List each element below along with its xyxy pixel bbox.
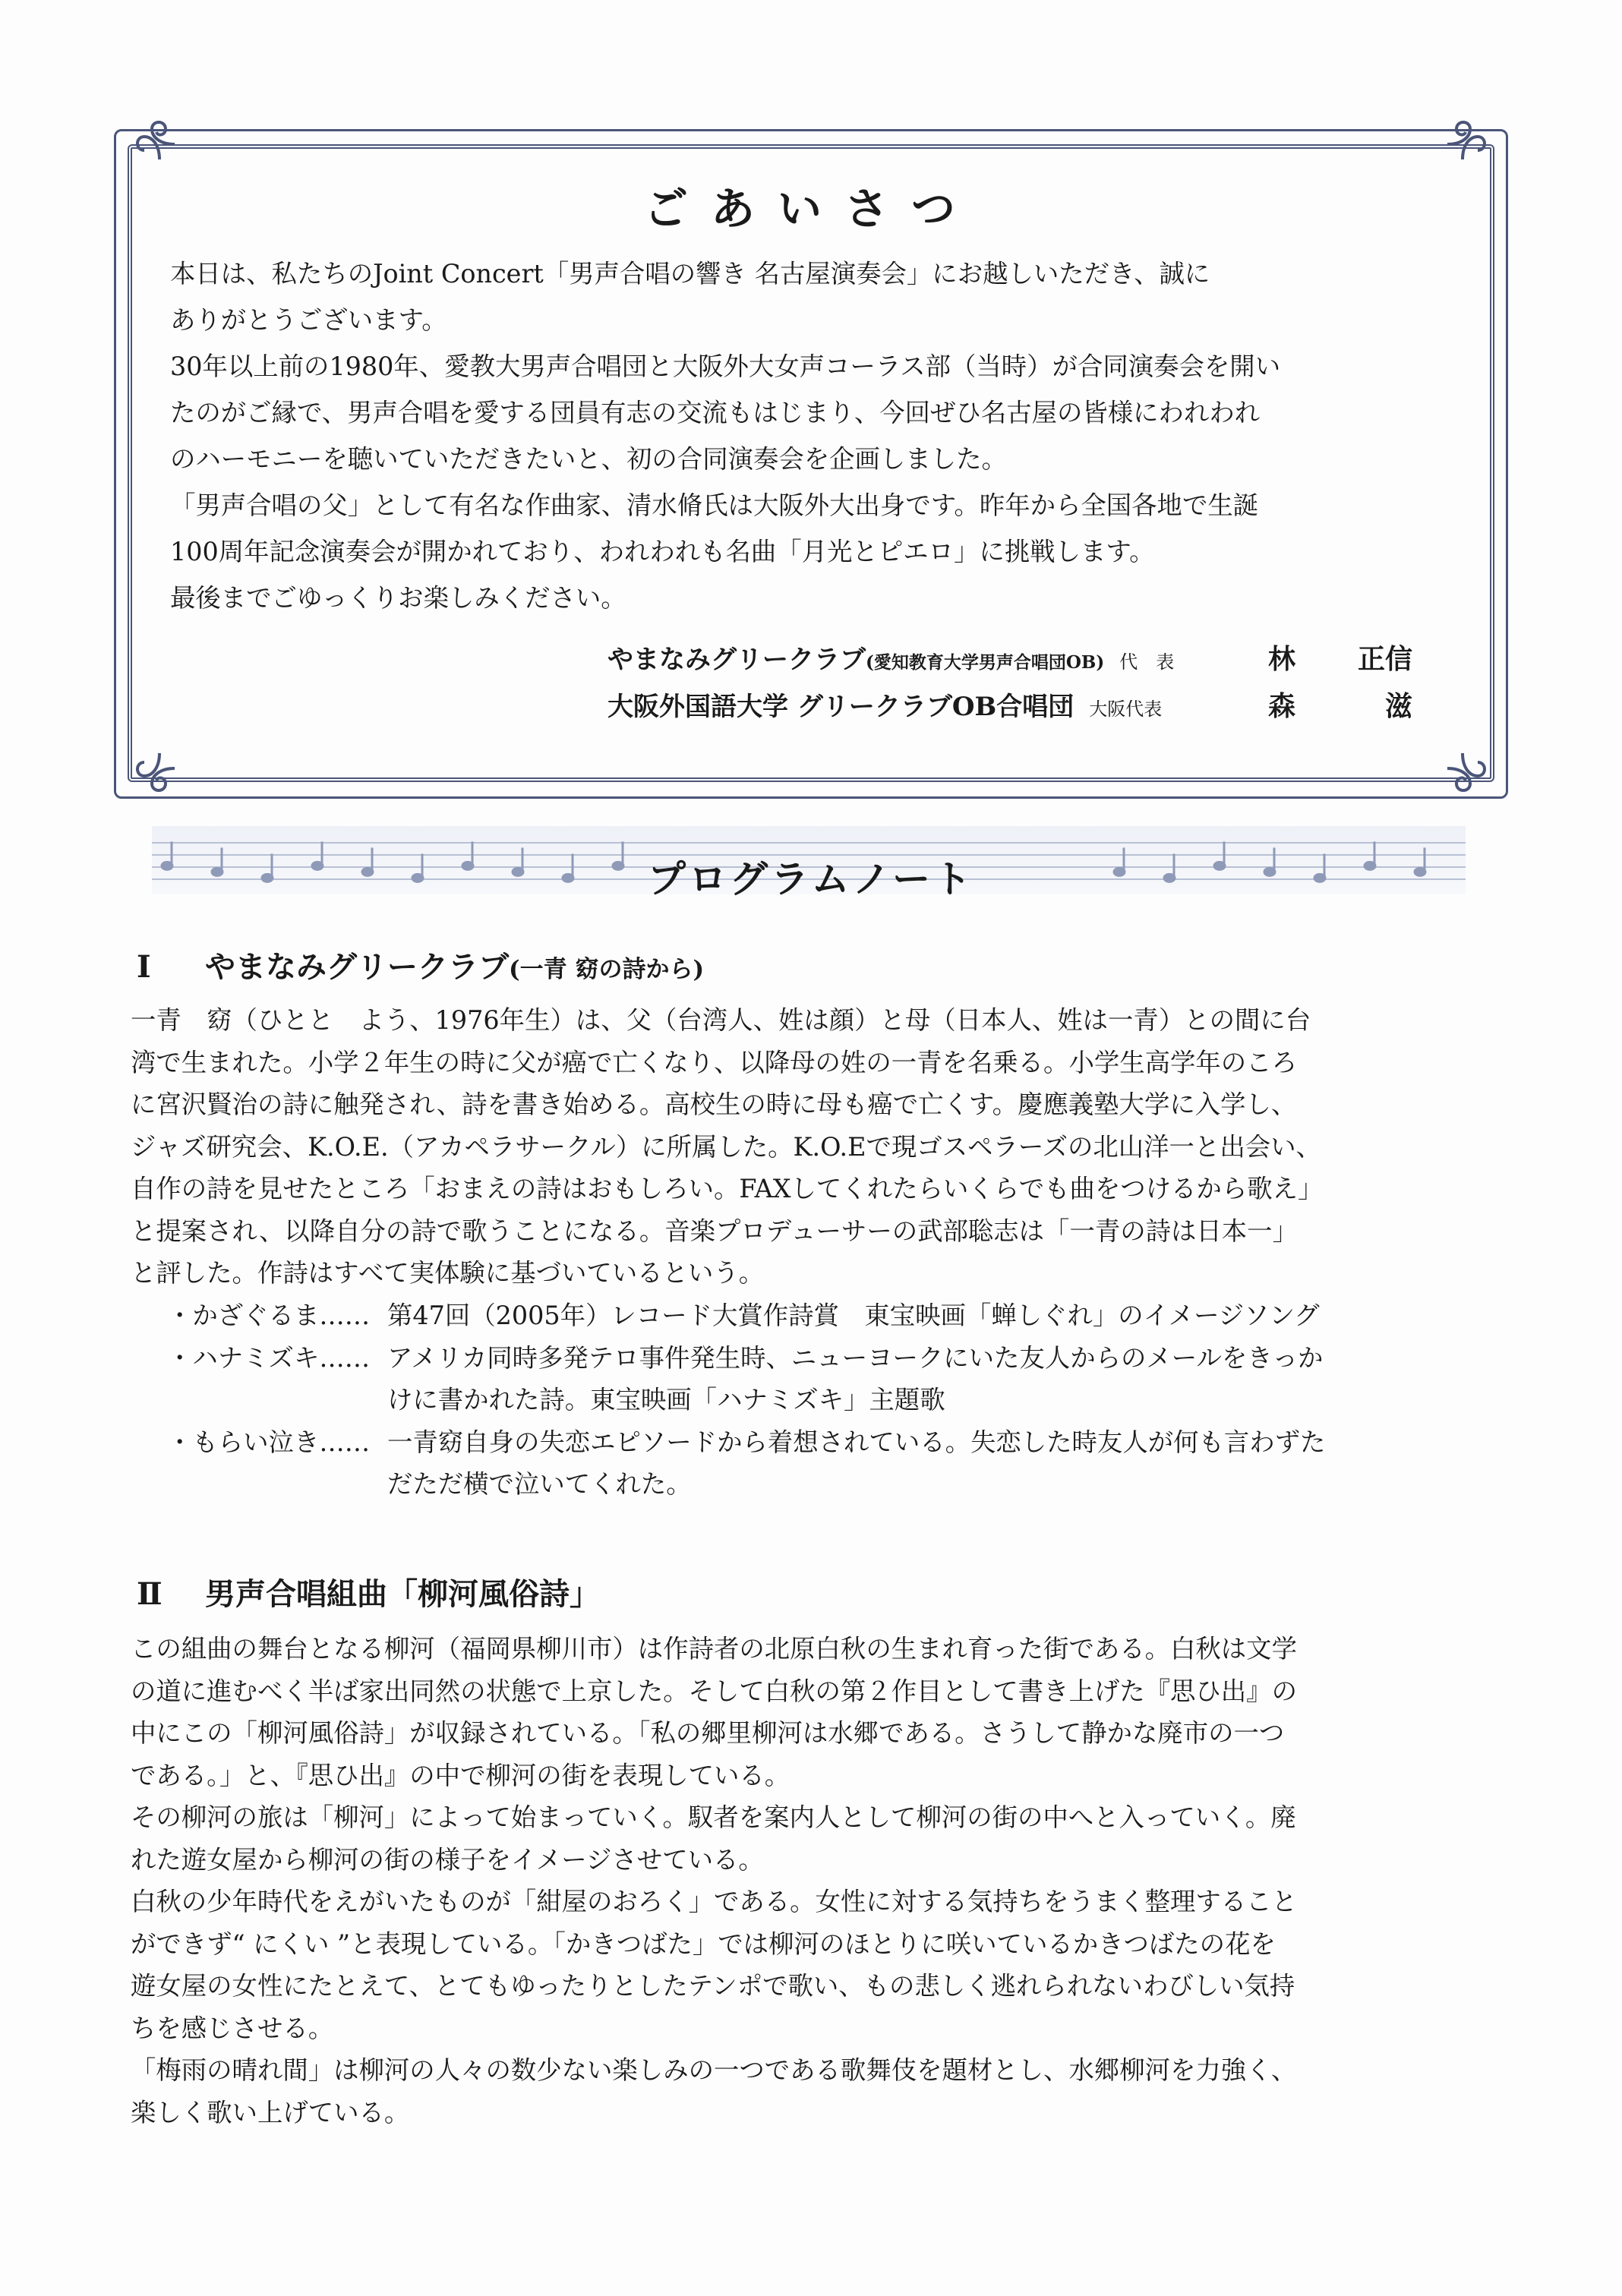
- section-number: Ⅱ: [137, 1576, 163, 1612]
- program-notes-title: プログラムノート: [648, 856, 974, 901]
- corner-ornament-icon: [1432, 738, 1493, 799]
- signature-org: 大阪外国語大学 グリークラブOB合唱団: [607, 692, 1074, 722]
- list-item: [167, 1421, 1473, 1506]
- signature-name: 林 正信: [1268, 643, 1412, 675]
- corner-ornament-icon: [129, 738, 190, 799]
- corner-ornament-icon: [1432, 114, 1493, 175]
- corner-ornament-icon: [129, 114, 190, 175]
- song-description: アメリカ同時多発テロ事件発生時、ニューヨークにいた友人からのメールをきっか けに書かれた詩。東宝映画「ハナミズキ」主題歌: [387, 1342, 1324, 1414]
- signature-name: 森 滋: [1268, 690, 1412, 722]
- section-body: この組曲の舞台となる柳河（福岡県柳川市）は作詩者の北原白秋の生まれ育った街である。白秋は文学 の道に進むべく半ば家出同然の状態で上京した。そして白秋の第２作目として書き上げた『思ひ出』の 中にこの「柳河風俗詩」が収録されている。「私の郷里柳河は水郷である。さうして静かな廃市の一つ である。」と、『思ひ出』の中で柳河の街を表現している。 その柳河の旅は「柳河」によって始まっていく。馭者を案内人として柳河の街の中へと入っていく。廃 れた遊女屋から柳河の街の様子をイメージさせている。 白秋の少年時代をえがいたものが「紺屋のおろく」である。女性に対する気持ちをうまく整理すること ができず“ にくい ”と表現している。「かきつばた」では柳河のほとりに咲いているかきつばたの花を 遊女屋の女性にたとえて、とてもゆったりとしたテンポで歌い、もの悲しく逃れられないわびしい気持 ちを感じさせる。 「梅雨の晴れ間」は柳河の人々の数少ない楽しみの一つである歌舞伎を題材とし、水郷柳河を力強く、 楽しく歌い上げている。: [131, 1634, 1297, 2127]
- greeting-body: 本日は、私たちのJoint Concert「男声合唱の響き 名古屋演奏会」にお越しいただき、誠に ありがとうございます。 30年以上前の1980年、愛教大男声合唱団と大阪外大女声コーラス部（当時）が合同演奏会を開い たのがご縁で、男声合唱を愛する団員有志の交流もはじまり、今回ぜひ名古屋の皆様にわれわれ のハーモニーを聴いていただきたいと、初の合同演奏会を企画しました。 「男声合唱の父」として有名な作曲家、清水脩氏は大阪外大出身です。昨年から全国各地で生誕 100周年記念演奏会が開かれており、われわれも名曲「月光とピエロ」に挑戦します。 最後までごゆっくりお楽しみください。: [170, 259, 1281, 613]
- song-name: ・もらい泣き……: [167, 1427, 371, 1457]
- signature-org: やまなみグリークラブ(愛知教育大学男声合唱団OB): [607, 645, 1105, 675]
- section-title: 男声合唱組曲「柳河風俗詩」: [205, 1576, 600, 1612]
- signature-row: [607, 685, 1412, 730]
- signature-role: 代 表: [1119, 651, 1175, 673]
- signature-org-sub: (愛知教育大学男声合唱団OB): [866, 652, 1105, 673]
- list-item: [167, 1337, 1473, 1421]
- section-subtitle: (一青 窈の詩から): [509, 956, 705, 983]
- section-body: 一青 窈（ひとと よう、1976年生）は、父（台湾人、姓は顔）と母（日本人、姓は一青）との間に台 湾で生まれた。小学２年生の時に父が癌で亡くなり、以降母の姓の一青を名乗る。小学生高学年のころ に宮沢賢治の詩に触発され、詩を書き始める。高校生の時に母も癌で亡くす。慶應義塾大学に入学し、 ジャズ研究会、K.O.E.（アカペラサークル）に所属した。K.O.Eで現ゴスペラーズの北山洋一と出会い、 自作の詩を見せたところ「おまえの詩はおもしろい。FAXしてくれたらいくらでも曲をつけるから歌え」 と提案され、以降自分の詩で歌うことになる。音楽プロデューサーの武部聡志は「一青の詩は日本一」 と評した。作詩はすべて実体験に基づいているという。: [131, 1005, 1324, 1288]
- section-heading: [137, 1570, 600, 1613]
- song-description: 第47回（2005年）レコード大賞作詩賞 東宝映画「蝉しぐれ」のイメージソング: [387, 1301, 1320, 1330]
- song-name: ・ハナミズキ……: [167, 1342, 371, 1373]
- list-item: [167, 1295, 1473, 1337]
- greeting-title: ごあいさつ: [643, 183, 978, 235]
- section-title: やまなみグリークラブ: [205, 949, 509, 985]
- section-number: Ⅰ: [137, 949, 151, 985]
- section-heading: [137, 943, 704, 986]
- signature-row: [607, 638, 1412, 683]
- signature-role: 大阪代表: [1089, 699, 1163, 720]
- song-list: [167, 1295, 1473, 1506]
- song-name: ・かざぐるま……: [167, 1301, 371, 1330]
- song-description: 一青窈自身の失恋エピソードから着想されている。失恋した時友人が何も言わずた だただ横で泣いてくれた。: [387, 1427, 1326, 1499]
